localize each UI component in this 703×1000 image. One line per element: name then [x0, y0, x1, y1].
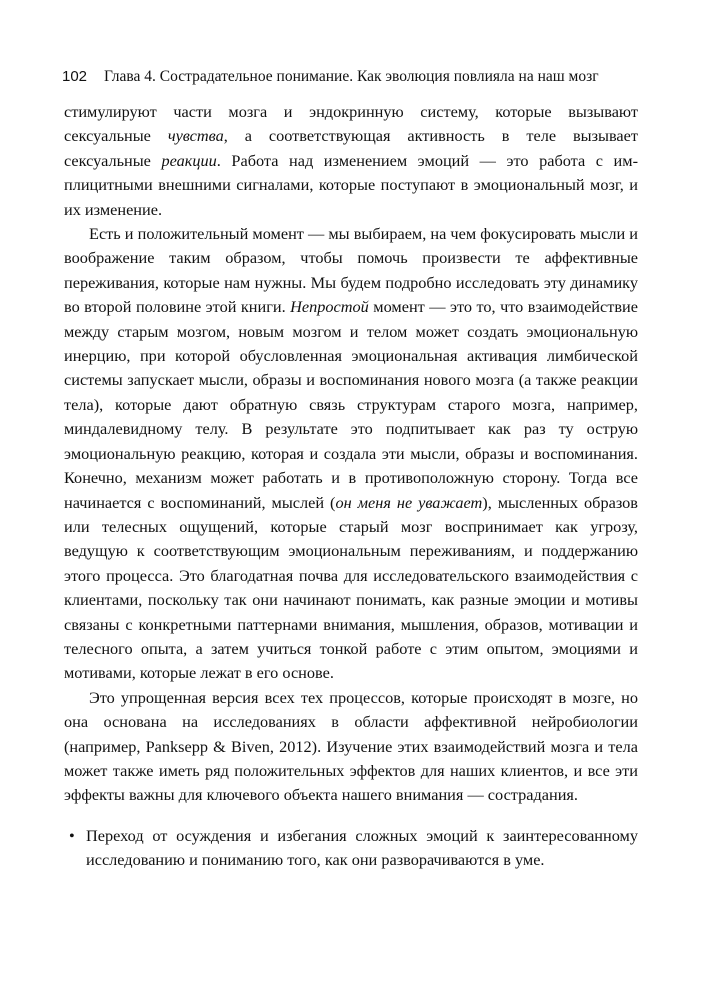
- body-text: [64, 100, 638, 873]
- list-item: [64, 824, 638, 873]
- text-segment: , а соответствующая активность в теле вызывает сексуальные: [64, 126, 638, 170]
- text-segment: Это упрощенная версия всех тех процессов, которые происходят в мозге, но она основана на исследованиях в области аффективной нейробиологии (например, Panksepp & Biven, 2012). Изучение этих взаимодействий мозга и тела может также иметь ряд положительных эффектов для наших клиентов, и все эти эффекты важны для ключевого объекта нашего внимания — сострадания.: [64, 687, 638, 805]
- page-number: 102: [62, 68, 88, 85]
- italic-term-difficult: Непростой: [290, 297, 369, 317]
- paragraph-1: [64, 100, 638, 222]
- text-segment: . Работа над изменением эмоций — это работа с имплицитными внешними сигналами, которые поступают в эмоциональный мозг, и их изменение.: [64, 150, 638, 219]
- text-segment: стимулируют части мозга и эндокринную систему, которые вызывают сексуальные: [64, 102, 638, 146]
- running-title: Глава 4. Сострадательное понимание. Как эволюция повлияла на наш мозг: [104, 68, 599, 85]
- italic-term-reactions: реакции: [161, 150, 217, 170]
- paragraph-3: [64, 686, 638, 808]
- italic-quote-thought: он меня не уважает: [335, 492, 483, 512]
- paragraph-2: [64, 222, 638, 686]
- bullet-list: [64, 824, 638, 873]
- bullet-marker: •: [69, 825, 75, 845]
- text-segment: момент — это то, что взаимодействие между старым мозгом, новым мозгом и телом может создать эмоциональную инерцию, при которой обусловленная эмоциональная активация лимбической системы запускает мысли, образы и воспоминания нового мозга (а также реакции тела), которые дают обратную связь структурам старого мозга, например, миндалевидному телу. В результате это подпитывает как раз ту острую эмоциональную реакцию, которая и создала эти мысли, образы и воспоминания. Конечно, механизм может работать и в противоположную сторону. Тогда все начинается с воспоминаний, мыслей (: [64, 297, 638, 512]
- text-segment: ), мысленных образов или телесных ощущений, которые старый мозг воспринимает как угрозу, ведущую к соответствующим эмоциональным переживаниям, и поддержанию этого процесса. Это благодатная почва для исследовательского взаимодействия с клиентами, поскольку так они начинают понимать, как разные эмоции и мотивы связаны с конкретными паттернами внимания, мышления, образов, мотивации и телесного опыта, а затем учиться тонкой работе с этим опытом, эмоциями и мотивами, которые лежат в его основе.: [64, 492, 638, 683]
- running-header: [62, 66, 642, 88]
- text-segment: Есть и положительный момент — мы выбираем, на чем фокусировать мысли и воображение таким образом, чтобы помочь произвести те аффективные переживания, которые нам нужны. Мы будем подробно исследовать эту динамику во второй половине этой книги.: [64, 224, 638, 317]
- italic-term-feelings: чувства: [167, 126, 224, 146]
- bullet-text: Переход от осуждения и избегания сложных эмоций к заинтересованному исследованию и пониманию того, как они разворачиваются в уме.: [86, 825, 638, 870]
